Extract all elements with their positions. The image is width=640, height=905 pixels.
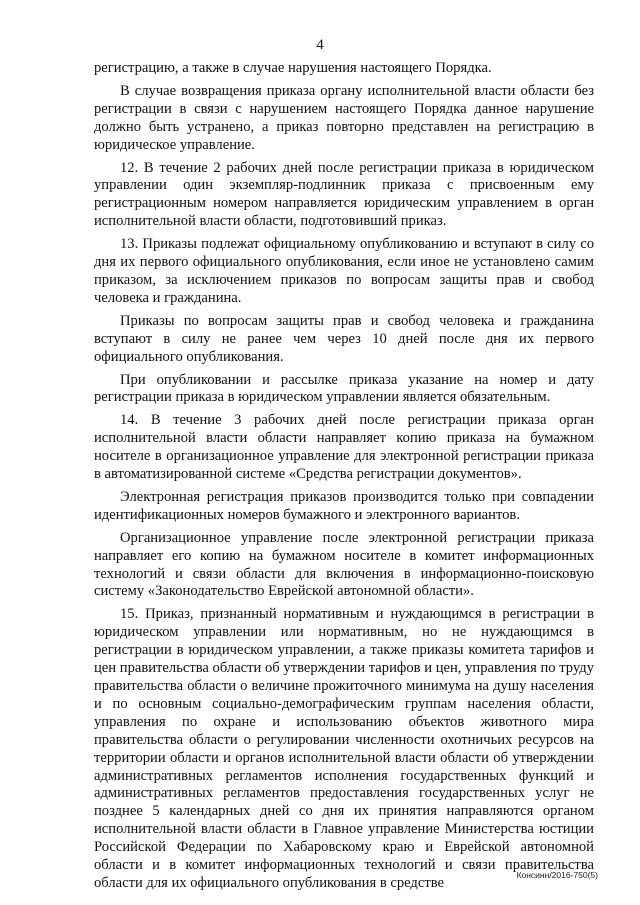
paragraph-return-without-registration: В случае возвращения приказа органу исполнительной власти области без регистрации в связи с нарушением настоящего Порядка данное нарушение должно быть устранено, а приказ повторно представлен на регистрацию в юридическое управление. [94,82,594,153]
paragraph-publication-note: При опубликовании и рассылке приказа указание на номер и дату регистрации приказа в юридическом управлении является обязательным. [94,371,594,406]
paragraph-electronic-registration: Электронная регистрация приказов производится только при совпадении идентификационных номеров бумажного и электронного вариантов. [94,488,594,523]
page-number: 4 [316,37,324,53]
paragraph-item-15: 15. Приказ, признанный нормативным и нуждающимся в регистрации в юридическом управлении или нормативным, но не нуждающимся в регистрации в юридическом управлении, а также приказы комитета тарифов и цен правительства области об утверждении тарифов и цен, управления по труду правительства области о величине прожиточного минимума на душу населения и по основным социально-демографическим группам населения области, управления по охране и использованию объектов животного мира правительства области о регулировании численности охотничьих ресурсов на территории области и органов исполнительной власти области об утверждении административных регламентов исполнения государственных функций и административных регламентов предоставления государственных услуг не позднее 5 календарных дней со дня их принятия направляются органом исполнительной власти области в Главное управление Министерства юстиции Российской Федерации по Хабаровскому краю и Еврейской автономной области и в комитет информационных технологий и связи правительства области для их официального опубликования в средстве [94,606,594,891]
paragraph-item-14: 14. В течение 3 рабочих дней после регистрации приказа орган исполнительной власти области направляет копию приказа на бумажном носителе в организационное управление для электронной регистрации приказа в автоматизированной системе «Средства регистрации документов». [94,412,594,483]
paragraph-organizational-department: Организационное управление после электронной регистрации приказа направляет его копию на бумажном носителе в комитет информационных технологий и связи области для включения в информационно-поисковую систему «Законодательство Еврейской автономной области». [94,529,594,600]
paragraph-item-13: 13. Приказы подлежат официальному опубликованию и вступают в силу со дня их первого официального опубликования, если иное не установлено самим приказом, за исключением приказов по вопросам защиты прав и свобод человека и гражданина. [94,236,594,306]
paragraph-continuation: регистрацию, а также в случае нарушения настоящего Порядка. [94,60,492,76]
paragraph-rights-orders: Приказы по вопросам защиты прав и свобод человека и гражданина вступают в силу не ранее чем через 10 дней после дня их первого официального опубликования. [94,312,594,365]
paragraph-item-12: 12. В течение 2 рабочих дней после регистрации приказа в юридическом управлении один экземпляр-подлинник приказа с присвоенным ему регистрационным номером направляется юридическим управлением в орган исполнительной власти области, подготовивший приказ. [94,159,594,230]
document-code: Консинн/2016-750(5) [516,870,598,880]
document-body [94,60,594,898]
